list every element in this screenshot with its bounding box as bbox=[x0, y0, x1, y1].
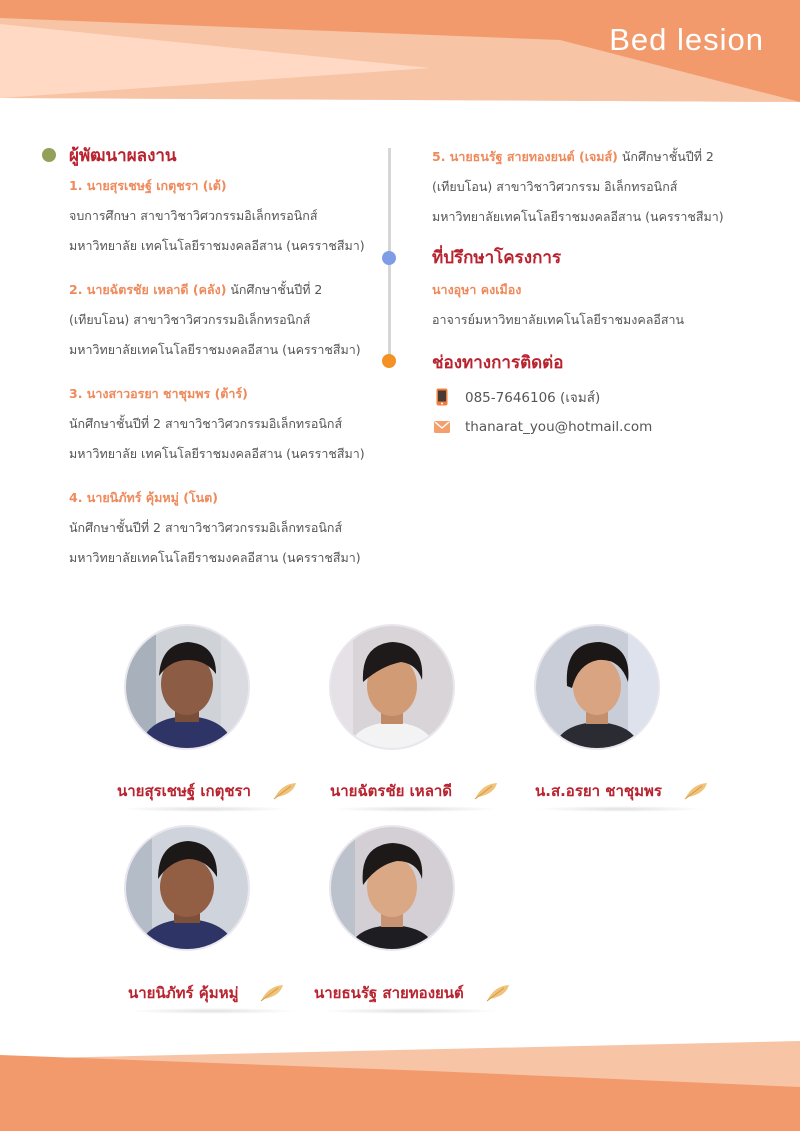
developers-heading: ผู้พัฒนาผลงาน bbox=[69, 146, 177, 166]
member-name: 4. นายนิภัทร์ คุ้มหมู่ (โนต) bbox=[69, 490, 219, 505]
photo-caption bbox=[314, 981, 510, 1005]
phone-icon bbox=[432, 387, 452, 407]
caption-text: นายสุรเชษฐ์ เกตุชรา bbox=[117, 782, 251, 800]
avatar bbox=[126, 827, 248, 949]
member-line: จบการศึกษา สาขาวิชาวิศวกรรมอิเล็กทรอนิกส์ bbox=[69, 208, 318, 223]
caption-shadow bbox=[330, 806, 500, 812]
contact-section bbox=[432, 349, 762, 442]
member-line: (เทียบโอน) สาขาวิชาวิศวกรรมอิเล็กทรอนิกส์ bbox=[69, 312, 311, 327]
member-line: นักศึกษาชั้นปีที่ 2 สาขาวิชาวิศวกรรมอิเล็กทรอนิกส์ bbox=[69, 520, 343, 535]
photo-caption bbox=[330, 779, 498, 803]
developers-section bbox=[69, 142, 379, 573]
caption-text: นายธนรัฐ สายทองยนต์ bbox=[314, 984, 464, 1002]
member-line: มหาวิทยาลัย เทคโนโลยีราชมงคลอีสาน (นครราชสีมา) bbox=[69, 446, 365, 461]
avatar bbox=[536, 626, 658, 748]
photo-caption bbox=[117, 779, 297, 803]
member-line: มหาวิทยาลัยเทคโนโลยีราชมงคลอีสาน (นครราชสีมา) bbox=[69, 550, 361, 565]
bottom-banner bbox=[0, 1031, 800, 1131]
member-name: 2. นายฉัตรชัย เหลาดี (คลัง) bbox=[69, 282, 227, 297]
member-line: มหาวิทยาลัยเทคโนโลยีราชมงคลอีสาน (นครราชสีมา) bbox=[69, 342, 361, 357]
member-inline: นักศึกษาชั้นปีที่ 2 bbox=[226, 282, 323, 297]
avatar bbox=[331, 827, 453, 949]
member-inline: นักศึกษาชั้นปีที่ 2 bbox=[617, 149, 714, 164]
member-line: มหาวิทยาลัย เทคโนโลยีราชมงคลอีสาน (นครราชสีมา) bbox=[69, 238, 365, 253]
contact-heading: ช่องทางการติดต่อ bbox=[432, 353, 564, 373]
email-link[interactable]: thanarat_you@hotmail.com bbox=[465, 419, 653, 435]
advisor-name: นางอุษา คงเมือง bbox=[432, 282, 522, 297]
caption-text: นายนิภัทร์ คุ้มหมู่ bbox=[128, 984, 239, 1002]
mail-icon bbox=[432, 417, 452, 437]
avatar bbox=[331, 626, 453, 748]
section-dot-contact bbox=[382, 354, 396, 368]
advisor-heading: ที่ปรึกษาโครงการ bbox=[432, 248, 562, 268]
right-column bbox=[432, 142, 762, 442]
member-line: (เทียบโอน) สาขาวิชาวิศวกรรม อิเล็กทรอนิกส์ bbox=[432, 179, 678, 194]
contact-email bbox=[432, 412, 762, 442]
advisor-line: อาจารย์มหาวิทยาลัยเทคโนโลยีราชมงคลอีสาน bbox=[432, 312, 685, 327]
member-name: 5. นายธนรัฐ สายทองยนต์ (เจมส์) bbox=[432, 149, 618, 164]
member-name: 1. นายสุรเชษฐ์ เกตุชรา (เต้) bbox=[69, 178, 227, 193]
page-title: Bed lesion bbox=[609, 22, 764, 57]
member-line: มหาวิทยาลัยเทคโนโลยีราชมงคลอีสาน (นครราชสีมา) bbox=[432, 209, 724, 224]
photo-caption bbox=[535, 779, 708, 803]
caption-text: น.ส.อรยา ชาชุมพร bbox=[535, 782, 662, 800]
quill-icon bbox=[260, 984, 284, 1002]
member-item bbox=[69, 379, 379, 469]
member-item bbox=[432, 142, 762, 232]
caption-shadow bbox=[120, 806, 290, 812]
member-line: นักศึกษาชั้นปีที่ 2 สาขาวิชาวิศวกรรมอิเล็กทรอนิกส์ bbox=[69, 416, 343, 431]
caption-text: นายฉัตรชัย เหลาดี bbox=[330, 782, 453, 800]
member-name: 3. นางสาวอรยา ชาชุมพร (ต้าร์) bbox=[69, 386, 248, 401]
caption-shadow bbox=[535, 806, 705, 812]
photo-caption bbox=[128, 981, 284, 1005]
avatar bbox=[126, 626, 248, 748]
quill-icon bbox=[684, 782, 708, 800]
member-item bbox=[69, 275, 379, 365]
member-item bbox=[69, 171, 379, 261]
contact-phone bbox=[432, 382, 762, 412]
caption-shadow bbox=[128, 1008, 298, 1014]
section-dot-developers bbox=[42, 148, 56, 162]
advisor-section bbox=[432, 244, 762, 335]
caption-shadow bbox=[320, 1008, 500, 1014]
quill-icon bbox=[486, 984, 510, 1002]
phone-number[interactable]: 085-7646106 (เจมส์) bbox=[465, 390, 601, 406]
quill-icon bbox=[474, 782, 498, 800]
member-item bbox=[69, 483, 379, 573]
quill-icon bbox=[273, 782, 297, 800]
section-dot-advisor bbox=[382, 251, 396, 265]
